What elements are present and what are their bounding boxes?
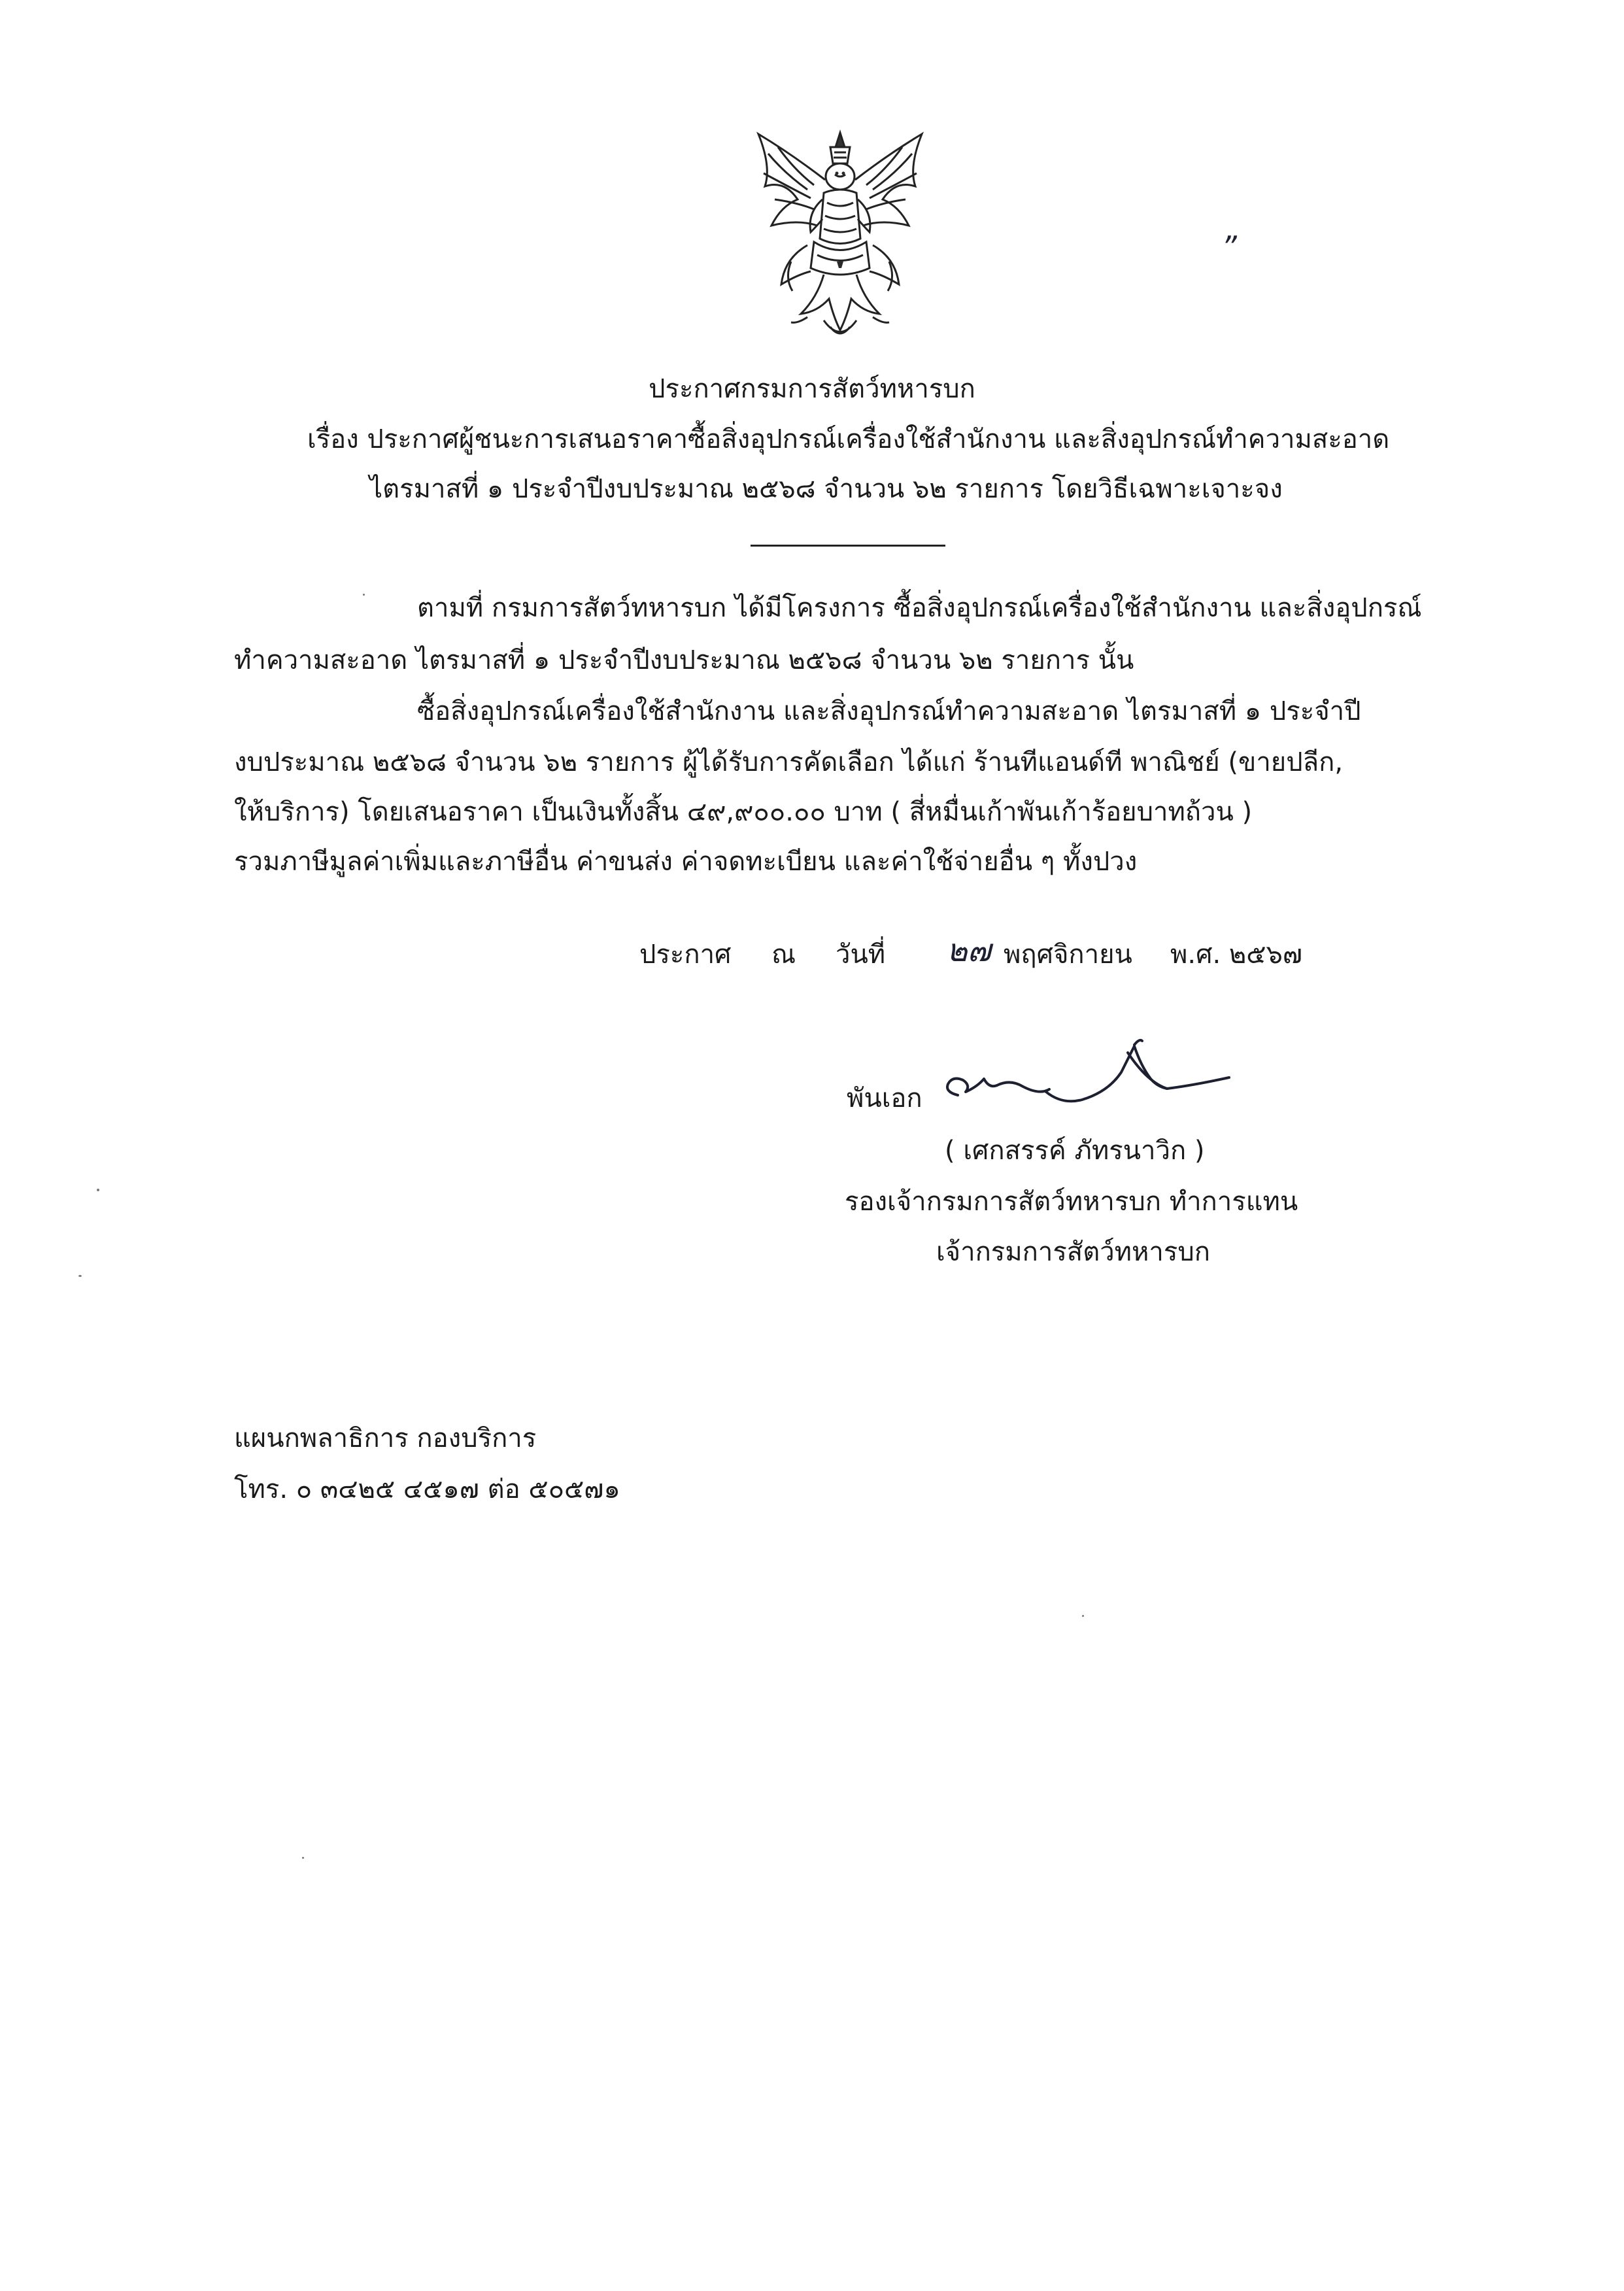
subject-line-2: ไตรมาสที่ ๑ ประจำปีงบประมาณ ๒๕๖๘ จำนวน ๖๒ รายการ โดยวิธีเฉพาะเจาะจง — [369, 474, 1283, 504]
footer-phone: โทร. ๐ ๓๔๒๕ ๔๕๑๗ ต่อ ๕๐๕๗๑ — [234, 1474, 620, 1504]
footer-department: แผนกพลาธิการ กองบริการ — [234, 1423, 537, 1453]
body-paragraph-1-line-2: ทำความสะอาด ไตรมาสที่ ๑ ประจำปีงบประมาณ ๒๕๖๘ จำนวน ๖๒ รายการ นั้น — [234, 645, 1134, 675]
subject-line-1: เรื่อง ประกาศผู้ชนะการเสนอราคาซื้อสิ่งอุปกรณ์เครื่องใช้สำนักงาน และสิ่งอุปกรณ์ทำความสะอาด — [307, 424, 1390, 454]
announce-month: พฤศจิกายน — [1004, 940, 1132, 970]
signer-name: ( เศกสรรค์ ภัทรนาวิก ) — [945, 1136, 1205, 1166]
body-paragraph-2-line-4: รวมภาษีมูลค่าเพิ่มและภาษีอื่น ค่าขนส่ง ค่าจดทะเบียน และค่าใช้จ่ายอื่น ๆ ทั้งปวง — [234, 847, 1138, 877]
announce-na: ณ — [771, 940, 796, 970]
header-divider — [751, 545, 945, 547]
garuda-emblem — [745, 127, 935, 350]
document-title: ประกาศกรมการสัตว์ทหารบก — [649, 374, 975, 404]
announce-year: พ.ศ. ๒๕๖๗ — [1170, 940, 1303, 970]
scan-speck — [302, 1857, 304, 1859]
signer-position-line-2: เจ้ากรมการสัตว์ทหารบก — [936, 1237, 1210, 1267]
announce-prefix: ประกาศ — [639, 940, 732, 970]
stray-mark: ” — [1221, 229, 1237, 265]
scan-speck — [1082, 1615, 1084, 1617]
announce-day-label: วันที่ — [836, 940, 886, 970]
handwritten-signature — [932, 1027, 1239, 1112]
body-paragraph-2-line-1: ซื้อสิ่งอุปกรณ์เครื่องใช้สำนักงาน และสิ่งอุปกรณ์ทำความสะอาด ไตรมาสที่ ๑ ประจำปี — [417, 696, 1361, 726]
signer-position-line-1: รองเจ้ากรมการสัตว์ทหารบก ทำการแทน — [845, 1187, 1298, 1217]
signer-rank: พันเอก — [847, 1083, 922, 1113]
announce-day-handwritten: ๒๗ — [947, 932, 991, 969]
body-paragraph-2-line-3: ให้บริการ) โดยเสนอราคา เป็นเงินทั้งสิ้น ๔๙,๙๐๐.๐๐ บาท ( สี่หมื่นเก้าพันเก้าร้อยบาทถ้วน ) — [234, 797, 1253, 827]
body-paragraph-2-line-2: งบประมาณ ๒๕๖๘ จำนวน ๖๒ รายการ ผู้ได้รับการคัดเลือก ได้แก่ ร้านทีแอนด์ที พาณิชย์ (ขายปลีก, — [234, 747, 1344, 777]
scan-speck — [78, 1275, 82, 1277]
body-paragraph-1-line-1: ตามที่ กรมการสัตว์ทหารบก ได้มีโครงการ ซื้อสิ่งอุปกรณ์เครื่องใช้สำนักงาน และสิ่งอุปกรณ์ — [417, 593, 1422, 623]
scan-speck — [97, 1189, 99, 1191]
scan-speck — [363, 594, 365, 596]
